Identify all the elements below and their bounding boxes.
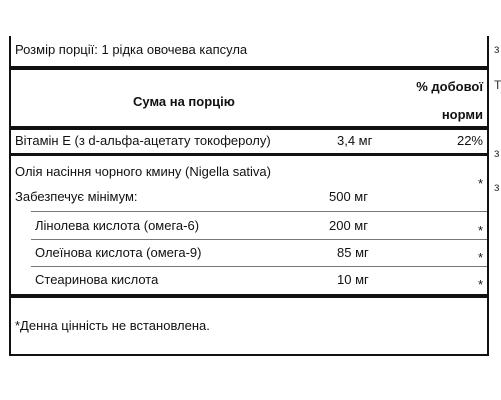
provides-label: Забезпечує мінімум: — [15, 189, 138, 204]
amount-per-serving-header: Сума на порцію — [133, 94, 235, 109]
edge-glyph: з — [494, 42, 500, 56]
edge-glyph: Т — [494, 78, 501, 92]
oil-dv: * — [477, 176, 483, 191]
supplement-facts-panel — [9, 36, 489, 356]
footnote-text: *Денна цінність не встановлена. — [15, 318, 210, 333]
serving-size-text: Розмір порції: 1 рідка овочева капсула — [15, 42, 248, 57]
inner-divider-2 — [31, 239, 487, 240]
thick-divider-header — [11, 126, 487, 130]
edge-glyph: з — [494, 180, 500, 194]
acid-dv: * — [477, 223, 483, 238]
acid-amount: 85 мг — [337, 245, 369, 260]
acid-name: Лінолева кислота (омега-6) — [35, 218, 200, 233]
acid-dv: * — [477, 250, 483, 265]
acid-dv: * — [477, 277, 483, 292]
acid-amount: 10 мг — [337, 272, 369, 287]
provides-amount: 500 мг — [329, 189, 368, 204]
vitamin-e-dv: 22% — [456, 133, 483, 148]
inner-divider-1 — [31, 211, 487, 212]
dv-header-line1: % добової — [416, 79, 483, 94]
acid-name: Стеаринова кислота — [35, 272, 159, 287]
acid-amount: 200 мг — [329, 218, 368, 233]
thick-divider-bottom — [11, 294, 487, 298]
thick-divider-vitamin — [11, 153, 487, 156]
edge-glyph: з — [494, 146, 500, 160]
vitamin-e-name: Вітамін Е (з d-альфа-ацетату токоферолу) — [15, 133, 271, 148]
inner-divider-3 — [31, 266, 487, 267]
thick-divider-top — [11, 66, 487, 70]
dv-header-line2: норми — [441, 107, 483, 122]
acid-name: Олеїнова кислота (омега-9) — [35, 245, 202, 260]
oil-name: Олія насіння чорного кмину (Nigella sativa) — [15, 164, 271, 179]
vitamin-e-amount: 3,4 мг — [337, 133, 373, 148]
